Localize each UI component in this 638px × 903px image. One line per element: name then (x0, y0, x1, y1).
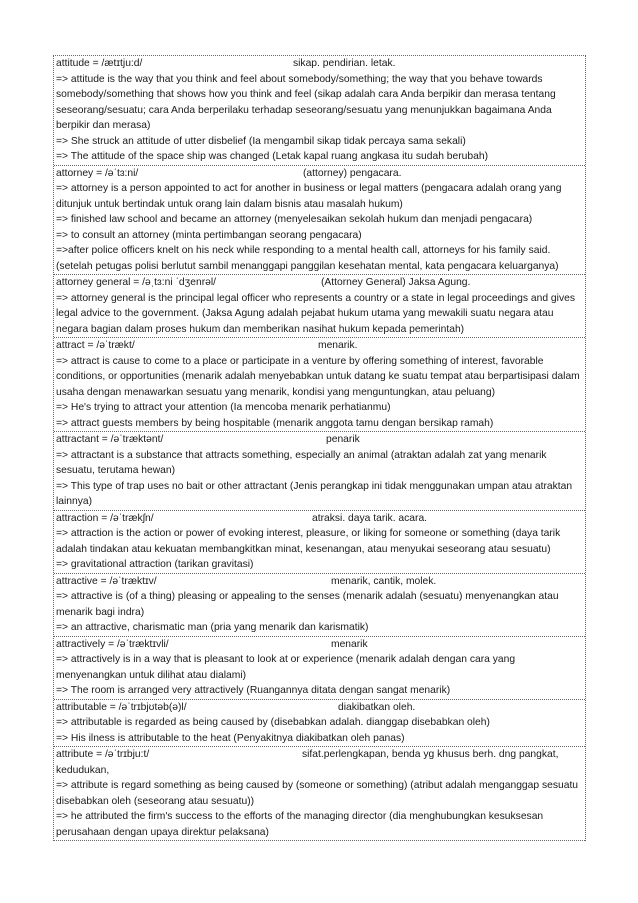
entry-attraction (54, 511, 585, 574)
headword: attract = /əˈtrækt/ (56, 340, 135, 351)
definition-line: => attractive is (of a thing) pleasing or appealing to the senses (menarik adalah (sesuatu) menyenangkan atau menarik bagi indra) (56, 591, 559, 618)
definition-line: => attitude is the way that you think and feel about somebody/something; the way that you behave towards somebody/something that shows how you think and feel (sikap adalah cara Anda berpikir dan merasa tentang seseorang/sesuatu; cara Anda berperilaku terhadap seseorang/sesuatu yang menunjukkan bagaimana Anda berpikir dan merasa) (56, 73, 556, 131)
entry-attractively (54, 637, 585, 700)
example-line: => She struck an attitude of utter disbelief (Ia mengambil sikap tidak percaya sama sekali) (56, 135, 466, 147)
entry-header (56, 574, 583, 590)
example-line: => This type of trap uses no bait or other attractant (Jenis perangkap ini tidak menggunakan umpan atau atraktan lainnya) (56, 480, 573, 507)
example-line: => attract guests members by being hospitable (menarik anggota tamu dengan bersikap ramah) (56, 417, 494, 429)
headword: attractant = /əˈtræktənt/ (56, 434, 164, 445)
meaning: atraksi. daya tarik. acara. (312, 512, 428, 524)
entry-header (56, 511, 583, 527)
entry-header (56, 338, 583, 354)
example-line: => he attributed the firm's success to the efforts of the managing director (dia menghubungkan kesuksesan perusahaan dengan upaya direktur pelaksana) (56, 811, 544, 838)
definition-line: => attract is cause to come to a place or participate in a venture by offering something of interest, favorable conditions, or opportunities (menarik adalah menyebabkan untuk datang ke suatu tempat atau berpartisipasi dalam usaha dengan menawarkan sesuatu yang menarik, kondisi yang menguntungkan, atau peluang) (56, 355, 580, 398)
entry-header (56, 166, 583, 182)
meaning: (Attorney General) Jaksa Agung. (321, 277, 471, 288)
entry-header (56, 56, 583, 72)
example-line: => The room is arranged very attractively (Ruangannya ditata dengan sangat menarik) (56, 685, 451, 696)
example-line: => an attractive, charismatic man (pria yang menarik dan karismatik) (56, 622, 369, 633)
example-line: =>after police officers knelt on his neck while responding to a mental health call, attorneys for his family said. (setelah petugas polisi berlutut sambil menanggapi panggilan kesehatan mental, kata pengacara keluarganya) (56, 245, 559, 272)
headword: attraction = /əˈtrækʃn/ (56, 512, 154, 524)
example-line: => finished law school and became an attorney (menyelesaikan sekolah hukum dan menjadi pengacara) (56, 214, 533, 225)
meaning: diakibatkan oleh. (338, 701, 416, 713)
example-line: => gravitational attraction (tarikan gravitasi) (56, 559, 254, 570)
entry-header (56, 747, 583, 778)
headword: attorney = /əˈtɜ:ni/ (56, 167, 139, 179)
entry-attorney (54, 166, 585, 276)
headword: attorney general = /əˌtɜ:ni ˈdʒenrəl/ (56, 277, 217, 288)
example-line: => The attitude of the space ship was changed (Letak kapal ruang angkasa itu sudah berubah) (56, 151, 489, 162)
entry-attitude (54, 56, 585, 166)
entry-attribute (54, 747, 585, 841)
definition-line: => attorney is a person appointed to act for another in business or legal matters (pengacara adalah orang yang ditunjuk untuk bertindak untuk orang lain dalam bisnis atau masalah hukum) (56, 183, 562, 210)
vocabulary-document (53, 55, 586, 841)
meaning: sifat.perlengkapan, benda yg khusus berh. dng pangkat, kedudukan, (56, 749, 559, 776)
entry-attractant (54, 432, 585, 511)
meaning: menarik (331, 638, 368, 650)
entry-header (56, 275, 583, 291)
headword: attribute = /əˈtrɪbju:t/ (56, 749, 150, 760)
definition-line: => attractant is a substance that attracts something, especially an animal (atraktan adalah zat yang menarik sesuatu, terutama hewan) (56, 449, 547, 476)
meaning: menarik. (318, 340, 358, 351)
entry-attributable (54, 700, 585, 748)
definition-line: => attractively is in a way that is pleasant to look at or experience (menarik adalah dengan cara yang menyenangkan untuk dilihat atau dialami) (56, 654, 516, 681)
entry-header (56, 637, 583, 653)
entry-header (56, 432, 583, 448)
headword: attributable = /əˈtrɪbjʊtəb(ə)l/ (56, 701, 187, 713)
meaning: penarik (326, 434, 360, 445)
example-line: => He's trying to attract your attention (Ia mencoba menarik perhatianmu) (56, 402, 391, 413)
entry-attract (54, 338, 585, 432)
definition-line: => attributable is regarded as being caused by (disebabkan adalah. dianggap disebabkan oleh) (56, 717, 490, 728)
definition-line: => attraction is the action or power of evoking interest, pleasure, or liking for someone or something (daya tarik adalah tindakan atau kekuatan membangkitkan minat, kesenangan, atau menyukai seseorang atau sesuatu) (56, 528, 561, 555)
meaning: (attorney) pengacara. (303, 167, 402, 179)
headword: attitude = /ætɪtju:d/ (56, 58, 143, 69)
meaning: sikap. pendirian. letak. (293, 58, 396, 69)
definition-line: => attorney general is the principal legal officer who represents a country or a state in legal proceedings and gives legal advice to the government. (Jaksa Agung adalah pejabat hukum utama yang mewakili suatu negara atau negara bagian dalam proses hukum dan memberikan nasihat hukum kepada pemerintah) (56, 292, 575, 335)
headword: attractive = /əˈtræktɪv/ (56, 575, 157, 587)
example-line: => to consult an attorney (minta pertimbangan seorang pengacara) (56, 229, 362, 241)
meaning: menarik, cantik, molek. (331, 575, 437, 587)
example-line: => His ilness is attributable to the heat (Penyakitnya diakibatkan oleh panas) (56, 732, 405, 744)
entry-header (56, 700, 583, 716)
definition-line: => attribute is regard something as being caused by (someone or something) (atribut adalah menganggap sesuatu disebabkan oleh (seseorang atau sesuatu)) (56, 780, 579, 807)
entry-attractive (54, 574, 585, 637)
entry-attorney-general (54, 275, 585, 338)
headword: attractively = /əˈtræktɪvli/ (56, 638, 169, 650)
